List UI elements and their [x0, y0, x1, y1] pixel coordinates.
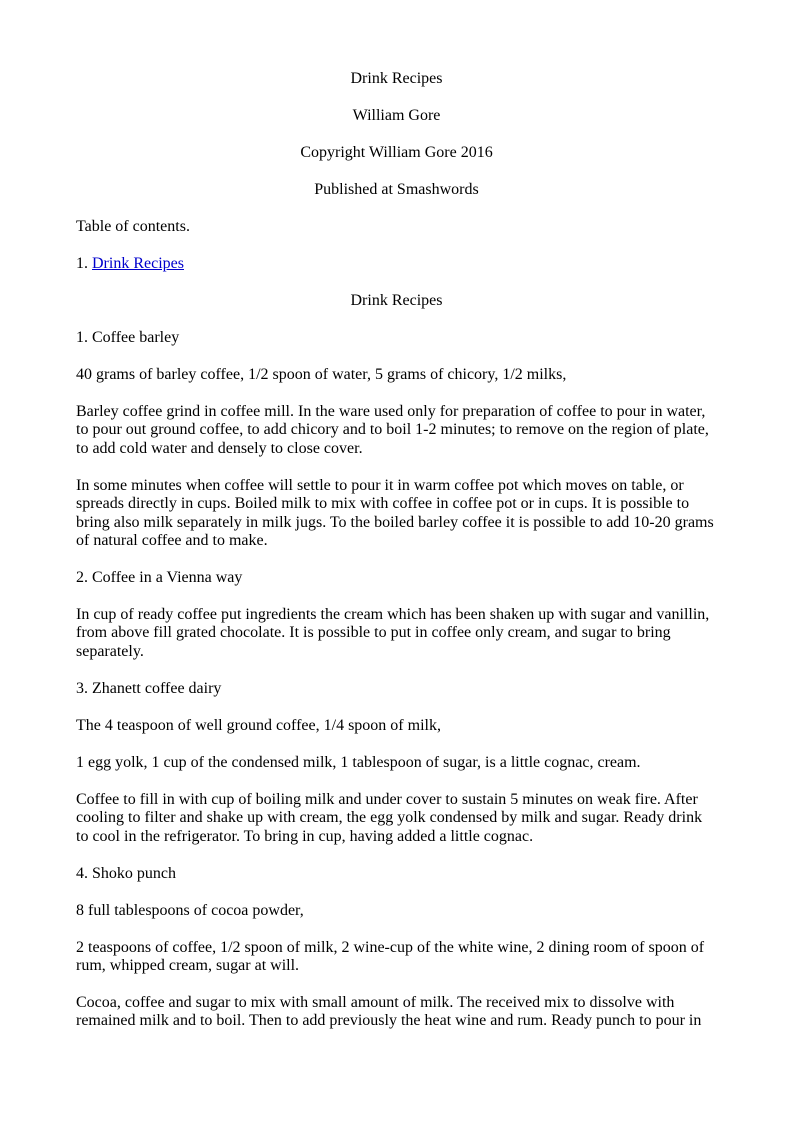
publisher-line: Published at Smashwords [314, 181, 479, 198]
toc-heading: Table of contents. [76, 218, 190, 235]
recipe-1-step: Barley coffee grind in coffee mill. In the ware used only for preparation of coffee to pour in water, to pour out ground coffee, to add chicory and to boil 1-2 minutes; to remove on the region of plate, to add cold water and densely to close cover. [76, 403, 709, 457]
recipe-2-title: 2. Coffee in a Vienna way [76, 569, 243, 587]
recipe-1-step: In some minutes when coffee will settle to pour it in warm coffee pot which moves on table, or spreads directly in cups. Boiled milk to mix with coffee in coffee pot or in cups. It is possible to bring also milk separately in milk jugs. To the boiled barley coffee it is possible to add 10-20 grams of natural coffee and to make. [76, 476, 714, 550]
recipe-3-ingredients: 1 egg yolk, 1 cup of the condensed milk, 1 tablespoon of sugar, is a little cognac, cream. [76, 753, 641, 771]
recipe-4-ingredients: 8 full tablespoons of cocoa powder, [76, 901, 304, 919]
recipe-3-ingredients: The 4 teaspoon of well ground coffee, 1/4 spoon of milk, [76, 716, 441, 734]
recipe-3-step: Coffee to fill in with cup of boiling milk and under cover to sustain 5 minutes on weak fire. After cooling to filter and shake up with cream, the egg yolk condensed by milk and sugar. Ready drink to cool in the refrigerator. To bring in cup, having added a little cognac. [76, 790, 703, 845]
recipe-1-ingredients: 40 grams of barley coffee, 1/2 spoon of water, 5 grams of chicory, 1/2 milks, [76, 366, 567, 383]
toc-link-drink-recipes[interactable]: Drink Recipes [92, 255, 184, 272]
toc-entry [76, 255, 717, 273]
section-heading: Drink Recipes [350, 292, 443, 309]
recipe-4-ingredients: 2 teaspoons of coffee, 1/2 spoon of milk, 2 wine-cup of the white wine, 2 dining room of spoon of rum, whipped cream, sugar at will. [76, 938, 705, 975]
author: William Gore [352, 107, 441, 124]
recipe-3-title: 3. Zhanett coffee dairy [76, 679, 222, 697]
recipe-2-step: In cup of ready coffee put ingredients the cream which has been shaken up with sugar and vanillin, from above fill grated chocolate. It is possible to put in coffee only cream, and sugar to bring separately. [76, 606, 710, 660]
recipe-4-title: 4. Shoko punch [76, 864, 176, 882]
toc-entry-number: 1. [76, 255, 92, 272]
recipe-1-title: 1. Coffee barley [76, 329, 180, 346]
book-title: Drink Recipes [350, 70, 443, 87]
recipe-4-step: Cocoa, coffee and sugar to mix with small amount of milk. The received mix to dissolve with remained milk and to boil. Then to add previously the heat wine and rum. Ready punch to pour in [76, 994, 702, 1030]
copyright-line: Copyright William Gore 2016 [300, 144, 493, 161]
